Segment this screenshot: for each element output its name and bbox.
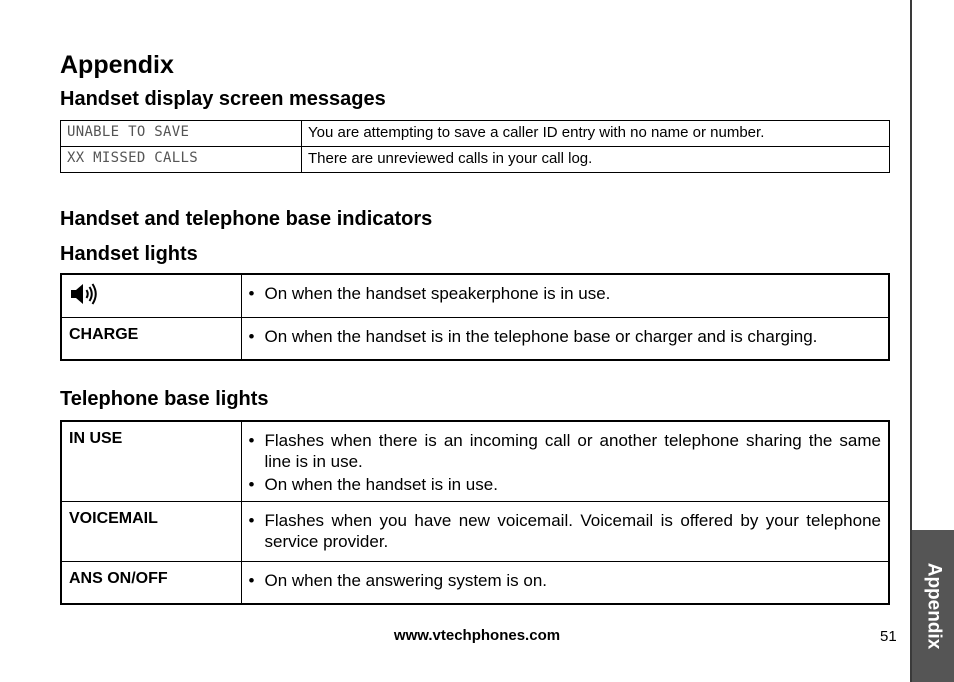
list-item: • On when the handset is in the telephone base or charger and is charging. — [248, 326, 818, 346]
display-messages-heading: Handset display screen messages — [60, 88, 386, 110]
table-row — [61, 501, 889, 561]
list-item: • On when the handset speakerphone is in use. — [248, 284, 611, 303]
list-item: • On when the handset is in use. — [248, 475, 498, 494]
indicator-label — [61, 274, 241, 317]
table-row — [61, 147, 890, 173]
indicator-label: IN USE — [61, 421, 241, 501]
indicator-label: CHARGE — [61, 317, 241, 360]
indicators-heading: Handset and telephone base indicators — [60, 208, 433, 230]
display-messages-table — [60, 120, 890, 173]
page-number: 51 — [880, 628, 897, 645]
page-title: Appendix — [60, 51, 174, 79]
handset-lights-table — [60, 273, 890, 361]
screen-message: UNABLE TO SAVE — [61, 121, 302, 147]
table-row — [61, 421, 889, 501]
speakerphone-icon — [69, 281, 99, 307]
base-lights-table — [60, 420, 890, 605]
footer-url: www.vtechphones.com — [393, 627, 561, 644]
list-item: • On when the answering system is on. — [248, 570, 548, 590]
message-meaning: There are unreviewed calls in your call log. — [302, 147, 890, 173]
screen-message: XX MISSED CALLS — [61, 147, 302, 173]
list-item: • Flashes when there is an incoming call or another telephone sharing the same line is in use. — [248, 431, 881, 471]
appendix-side-tab — [912, 530, 954, 682]
list-item: • Flashes when you have new voicemail. Voicemail is offered by your telephone service provider. — [248, 510, 881, 551]
message-meaning: You are attempting to save a caller ID entry with no name or number. — [302, 121, 890, 147]
indicator-description — [241, 317, 889, 360]
base-lights-heading: Telephone base lights — [60, 388, 269, 410]
indicator-label: VOICEMAIL — [61, 501, 241, 561]
indicator-description — [241, 561, 889, 604]
indicator-label: ANS ON/OFF — [61, 561, 241, 604]
table-row — [61, 561, 889, 604]
indicator-description — [241, 421, 889, 501]
handset-lights-heading: Handset lights — [60, 243, 198, 265]
indicator-description — [241, 274, 889, 317]
table-row — [61, 274, 889, 317]
side-tab-label: Appendix — [923, 562, 944, 650]
table-row — [61, 121, 890, 147]
indicator-description — [241, 501, 889, 561]
table-row — [61, 317, 889, 360]
